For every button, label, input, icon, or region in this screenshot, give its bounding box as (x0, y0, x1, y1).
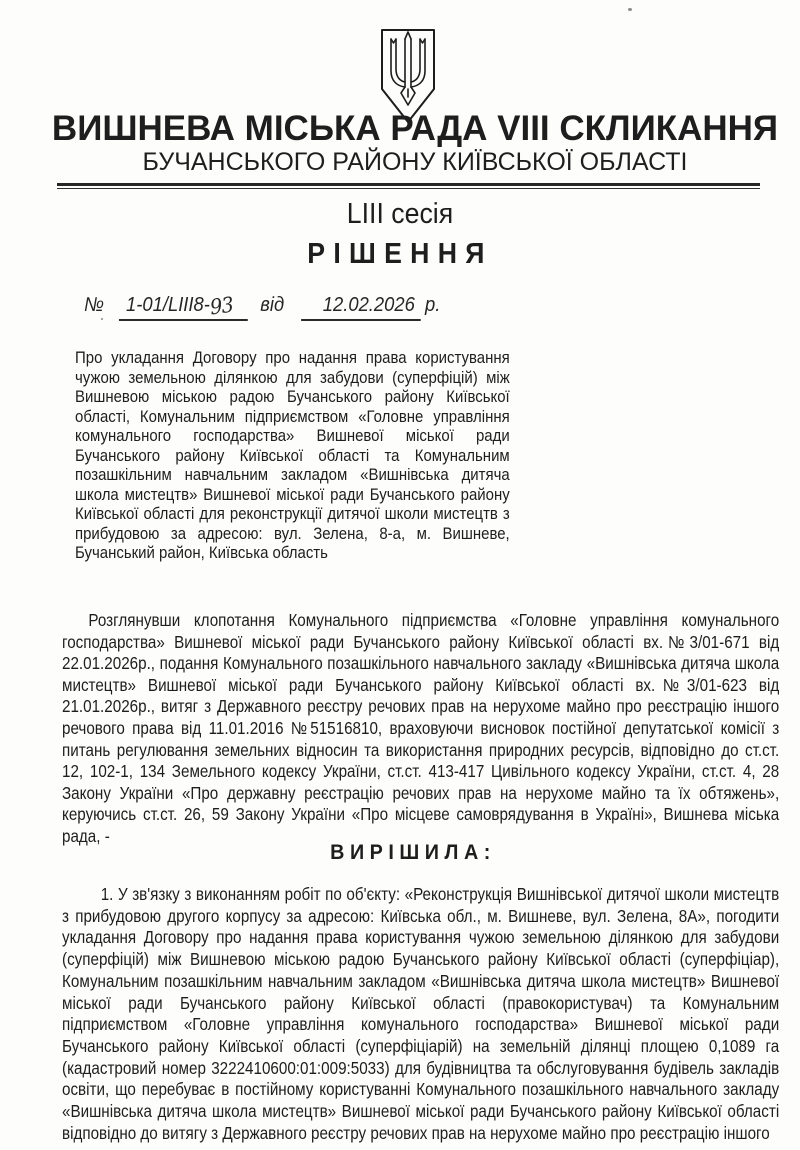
subject-paragraph: Про укладання Договору про надання права користування чужою земельною ділянкою для забудови (суперфіцій) між Вишневою міською радою Бучанського району Київської області, Комунальним підприємством «Головне управління комунального господарства» Вишневої міської ради Бучанського району Київської області та Комунальним позашкільним навчальним закладом «Вишнівська дитяча школа мистецтв» Вишневої міської ради Бучанського району Київської області для реконструкції дитячої школи мистецтв з прибудовою за адресою: вул. Зелена, 8-а, м. Вишневе, Бучанський район, Київська область (75, 348, 510, 562)
date-label: від (260, 294, 285, 316)
scan-speck (628, 8, 632, 11)
doc-number-line (84, 292, 440, 321)
preamble-paragraph: Розглянувши клопотання Комунального підприємства «Головне управління комунального господарства» Вишневої міської ради Бучанського району Київської області вх.№3/01-671 від 22.01.2026р., подання Комунального позашкільного навчального закладу «Вишнівська дитяча школа мистецтв» Вишневої міської ради Бучанського району Київської області вх.№3/01-623 від 21.01.2026р., витяг з Державного реєстру речових прав на нерухоме майно про реєстрацію іншого речового права від 11.01.2016 №51516810, враховуючи висновок постійної депутатської комісії з питань регулювання земельних відносин та використання природних ресурсів, відповідно до ст.ст. 12, 102-1, 134 Земельного кодексу України, ст.ст. 413-417 Цивільного кодексу України, ст.ст. 4, 28 Закону України «Про державну реєстрацію речових прав на нерухоме майно та їх обтяжень», керуючись ст.ст. 26, 59 Закону України «Про місцеве самоврядування в Україні», Вишнева міська рада, - (62, 610, 780, 846)
resolved-heading: ВИРІШИЛА: (330, 840, 496, 864)
year-suffix: р. (424, 294, 441, 316)
doc-number-handwritten: 93 (208, 292, 234, 320)
header-rule (57, 183, 760, 189)
org-name-line1: ВИШНЕВА МІСЬКА РАДА VIII СКЛИКАННЯ (51, 109, 779, 148)
item-1-paragraph: 1. У зв'язку з виконанням робіт по об'єкту: «Реконструкція Вишнівської дитячої школи мистецтв з прибудовою другого корпусу за адресою: Київська обл., м. Вишневе, вул. Зелена, 8А», погодити укладання Договору про надання права користування чужою земельною ділянкою для забудови (суперфіцій) між Вишневою міською радою Бучанського району Київської області (суперфіціар), Комунальним позашкільним навчальним закладом «Вишнівська дитяча школа мистецтв» Вишневої міської ради Бучанського району Київської області (правокористувач) та Комунальним підприємством «Головне управління комунального господарства» Вишневої міської ради Бучанського району Київської області (суперфіціарій) на земельній ділянці площею 0,1089 га (кадастровий номер 3222410600:01:009:5033) для будівництва та обслуговування будівель закладів освіти, що перебуває в постійному користуванні Комунального позашкільного навчального закладу «Вишнівська дитяча школа мистецтв» Вишневої міської ради Бучанського району Київської області відповідно до витягу з Державного реєстру речових прав на нерухоме майно про реєстрацію іншого (62, 884, 780, 1143)
doc-date: 12.02.2026 (301, 294, 421, 321)
session-title: LIII сесія (346, 198, 454, 230)
org-name-line2: БУЧАНСЬКОГО РАЙОНУ КИЇВСЬКОЇ ОБЛАСТІ (142, 148, 688, 176)
doc-type-title: РІШЕННЯ (307, 238, 493, 270)
doc-number: 1-01/LIII8- (126, 294, 210, 316)
number-sign: № (84, 294, 104, 316)
